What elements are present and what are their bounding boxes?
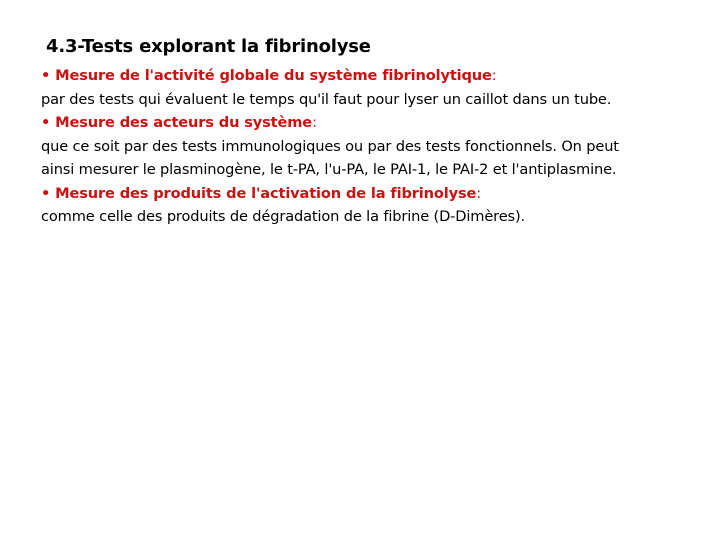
section-heading-text: • Mesure des produits de l'activation de la fibrinolyse <box>41 184 477 202</box>
section-heading-text: • Mesure de l'activité globale du système fibrinolytique <box>41 67 492 84</box>
slide-body <box>41 64 711 229</box>
section-text-line: que ce soit par des tests immunologiques ou par des tests fonctionnels. On peut <box>41 137 619 155</box>
section-heading-colon: : <box>476 184 482 202</box>
slide-title: 4.3-Tests explorant la fibrinolyse <box>46 36 371 57</box>
section-heading-colon: : <box>312 114 317 131</box>
section-heading <box>41 111 711 135</box>
section-text-line: comme celle des produits de dégradation de la fibrine (D-Dimères). <box>41 208 526 225</box>
section-heading <box>41 64 711 88</box>
section-text-line: ainsi mesurer le plasminogène, le t-PA, l'u-PA, le PAI-1, le PAI-2 et l'antiplasmine. <box>41 161 617 178</box>
section-heading-text: • Mesure des acteurs du système <box>41 114 313 131</box>
section-heading-colon: : <box>491 67 497 84</box>
section-heading <box>41 182 711 206</box>
section-text-line: par des tests qui évaluent le temps qu'il faut pour lyser un caillot dans un tube. <box>41 90 612 108</box>
